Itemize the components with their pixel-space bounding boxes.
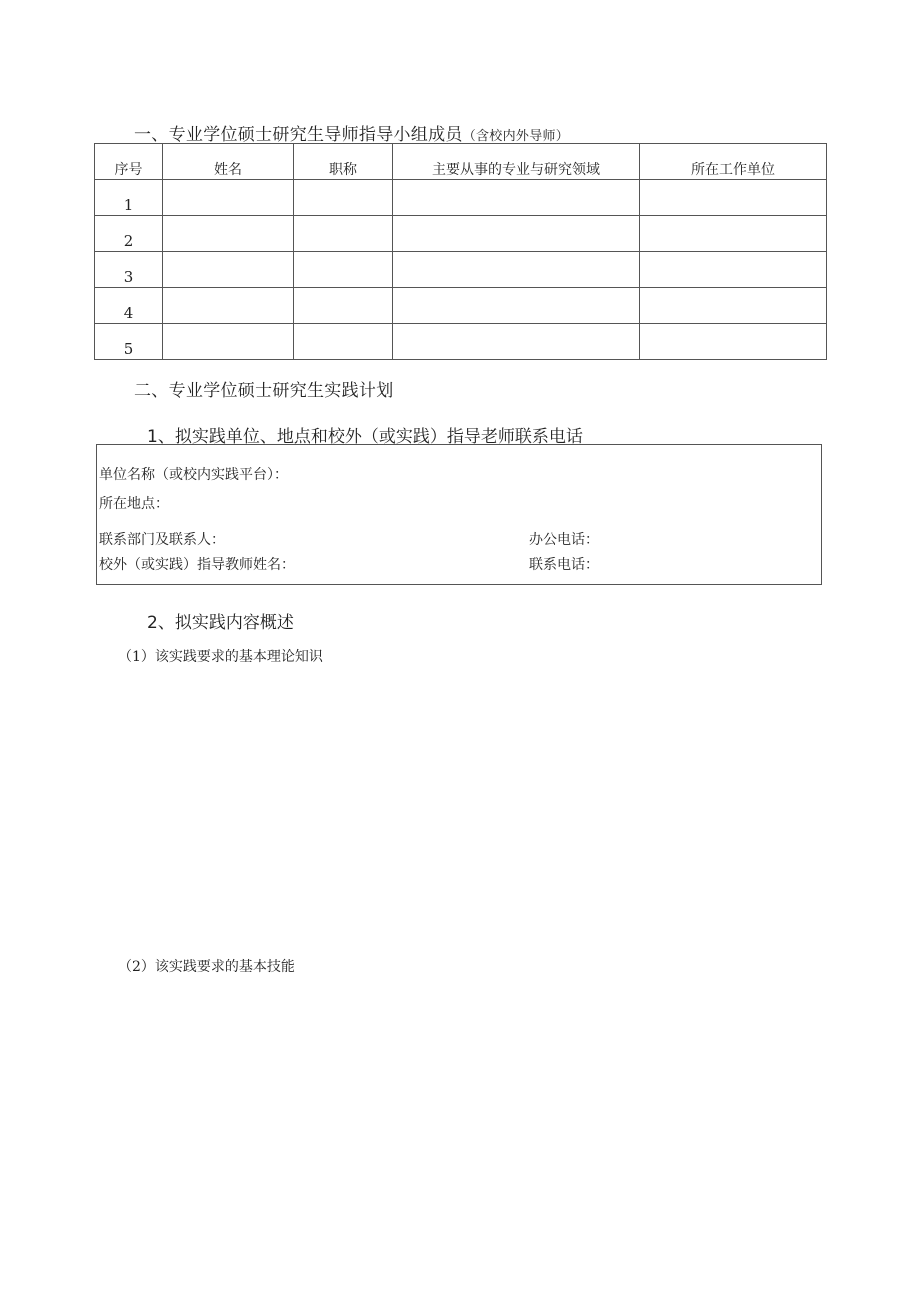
title-cell[interactable] — [294, 288, 393, 324]
header-unit: 所在工作单位 — [640, 144, 827, 180]
supervisor-label: 校外（或实践）指导教师姓名： — [99, 557, 295, 573]
practice-item-theory: （1）该实践要求的基本理论知识 — [118, 649, 323, 665]
unit-cell[interactable] — [640, 180, 827, 216]
section1-note: （含校内外导师） — [462, 129, 570, 144]
name-cell[interactable] — [163, 252, 294, 288]
field-cell[interactable] — [393, 324, 640, 360]
contact-phone-label: 联系电话： — [529, 557, 599, 573]
table-row — [95, 180, 827, 216]
unit-cell[interactable] — [640, 288, 827, 324]
unit-cell[interactable] — [640, 324, 827, 360]
row-number: 2 — [95, 216, 163, 252]
row-number: 3 — [95, 252, 163, 288]
field-cell[interactable] — [393, 180, 640, 216]
section1-title: 一、专业学位硕士研究生导师指导小组成员 — [134, 125, 463, 145]
table-header-row — [95, 144, 827, 180]
name-cell[interactable] — [163, 216, 294, 252]
title-cell[interactable] — [294, 180, 393, 216]
row-number: 1 — [95, 180, 163, 216]
header-name: 姓名 — [163, 144, 294, 180]
tutor-group-table — [94, 143, 827, 360]
name-cell[interactable] — [163, 324, 294, 360]
header-title: 职称 — [294, 144, 393, 180]
part1-title: 1、拟实践单位、地点和校外（或实践）指导老师联系电话 — [147, 427, 583, 447]
part2-title: 2、拟实践内容概述 — [147, 613, 294, 633]
section1-heading — [134, 120, 569, 145]
table-row — [95, 216, 827, 252]
header-number: 序号 — [95, 144, 163, 180]
office-phone-label: 办公电话： — [529, 532, 599, 548]
table-row — [95, 324, 827, 360]
unit-name-label: 单位名称（或校内实践平台）： — [99, 467, 288, 483]
header-field: 主要从事的专业与研究领域 — [393, 144, 640, 180]
table-row — [95, 252, 827, 288]
title-cell[interactable] — [294, 324, 393, 360]
unit-cell[interactable] — [640, 252, 827, 288]
title-cell[interactable] — [294, 252, 393, 288]
table-row — [95, 288, 827, 324]
field-cell[interactable] — [393, 288, 640, 324]
contact-label: 联系部门及联系人： — [99, 532, 225, 548]
section2-title: 二、专业学位硕士研究生实践计划 — [134, 381, 394, 401]
field-cell[interactable] — [393, 252, 640, 288]
unit-cell[interactable] — [640, 216, 827, 252]
field-cell[interactable] — [393, 216, 640, 252]
name-cell[interactable] — [163, 180, 294, 216]
practice-item-skills: （2）该实践要求的基本技能 — [118, 959, 295, 975]
name-cell[interactable] — [163, 288, 294, 324]
title-cell[interactable] — [294, 216, 393, 252]
location-label: 所在地点： — [99, 496, 169, 512]
row-number: 4 — [95, 288, 163, 324]
row-number: 5 — [95, 324, 163, 360]
practice-info-box — [96, 444, 822, 585]
